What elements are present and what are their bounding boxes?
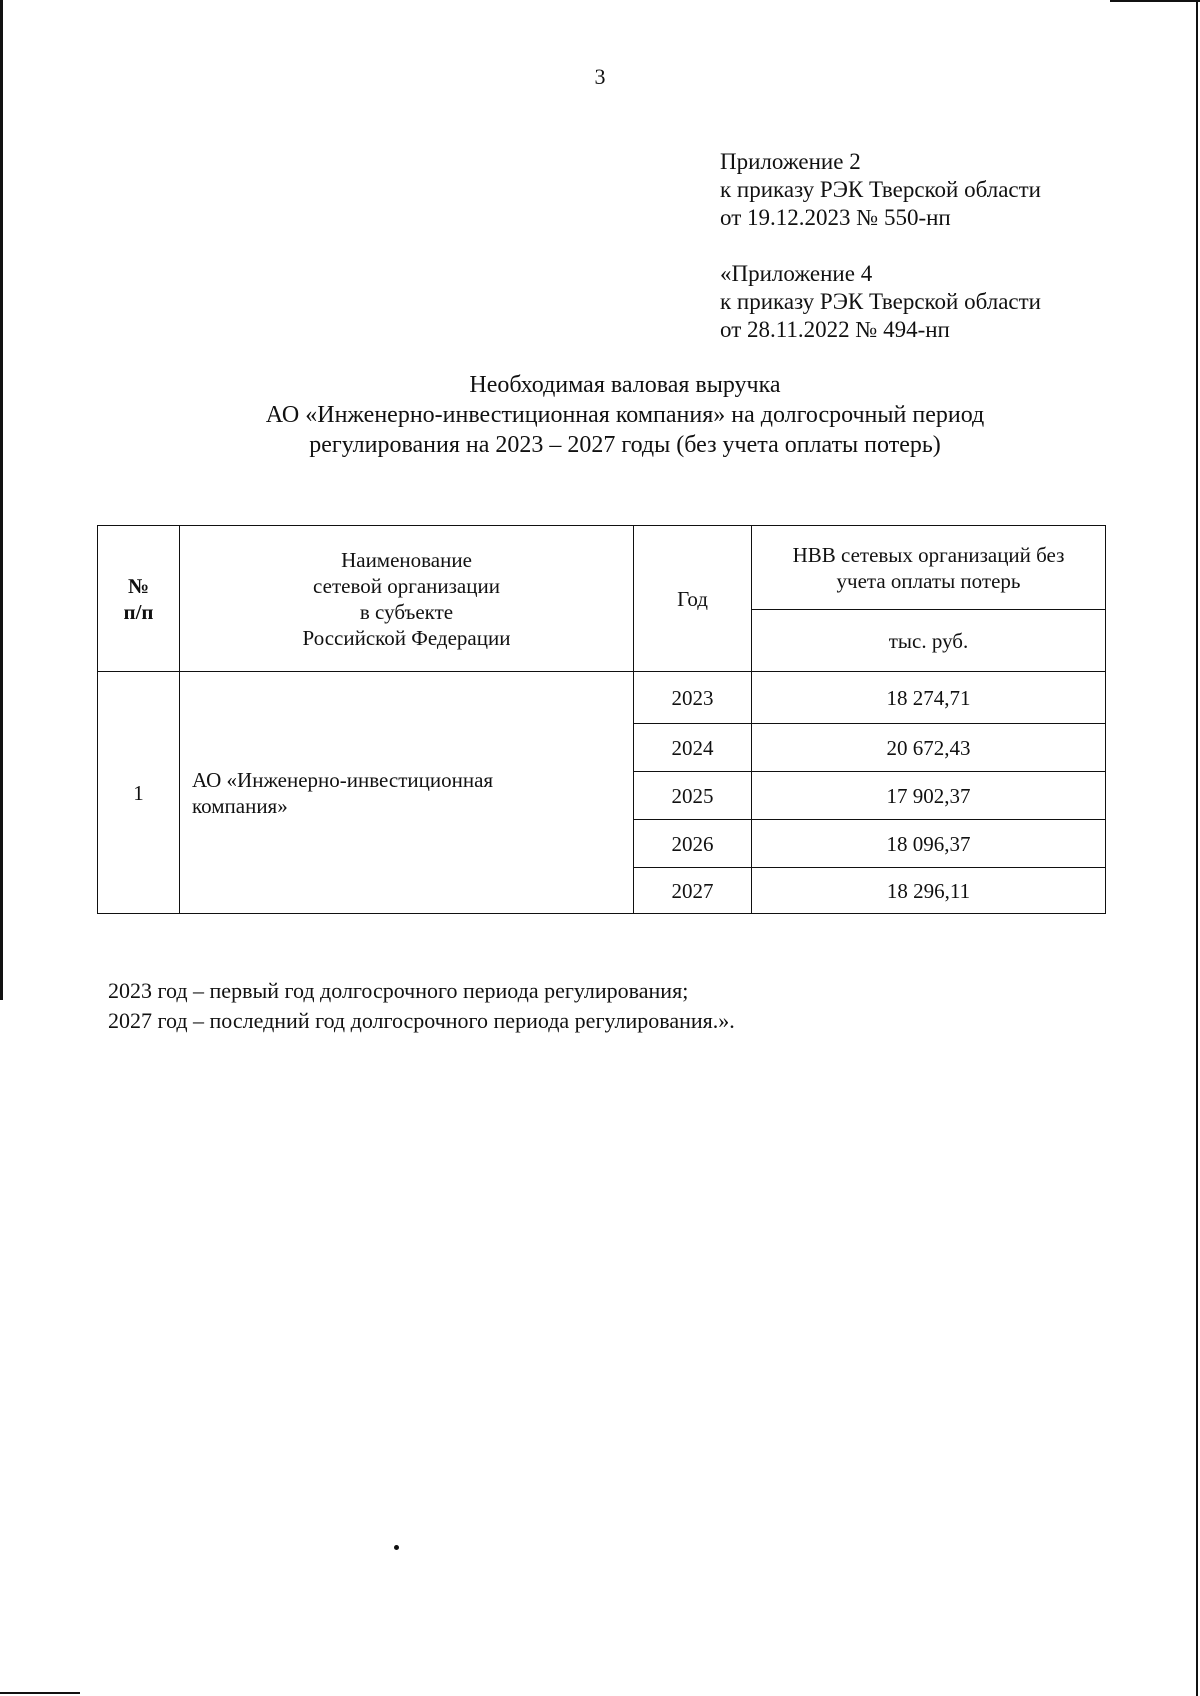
annex-current-line1: Приложение 2 bbox=[720, 149, 861, 174]
header-nvv bbox=[752, 526, 1106, 610]
scan-edge-bottom bbox=[0, 1692, 80, 1694]
cell-year: 2025 bbox=[634, 772, 752, 820]
header-organization-line4: Российской Федерации bbox=[302, 625, 511, 650]
annex-current-block bbox=[720, 148, 1041, 232]
annex-amended-line3: от 28.11.2022 № 494-нп bbox=[720, 317, 950, 342]
annex-current-line3: от 19.12.2023 № 550-нп bbox=[720, 205, 951, 230]
scan-edge-left bbox=[0, 0, 3, 1000]
scan-speck bbox=[394, 1545, 399, 1550]
title-line2: АО «Инженерно-инвестиционная компания» на долгосрочный период bbox=[265, 402, 985, 428]
cell-year: 2026 bbox=[634, 820, 752, 868]
table-header-row bbox=[98, 526, 1106, 610]
footnote-last-year: 2027 год – последний год долгосрочного периода регулирования.». bbox=[108, 1008, 735, 1033]
annex-amended-block bbox=[720, 260, 1041, 344]
footnotes bbox=[108, 976, 735, 1036]
cell-value: 18 296,11 bbox=[752, 868, 1106, 914]
table-row bbox=[98, 672, 1106, 724]
scan-edge-top bbox=[1110, 0, 1200, 2]
title-line1: Необходимая валовая выручка bbox=[469, 372, 781, 398]
document-title bbox=[200, 370, 1050, 460]
header-number bbox=[98, 526, 180, 672]
title-line3: регулирования на 2023 – 2027 годы (без учета оплаты потерь) bbox=[309, 432, 941, 458]
annex-amended-line2: к приказу РЭК Тверской области bbox=[720, 289, 1041, 314]
header-organization-line3: в субъекте bbox=[359, 599, 454, 624]
footnote-first-year: 2023 год – первый год долгосрочного периода регулирования; bbox=[108, 978, 689, 1003]
cell-row-number: 1 bbox=[98, 672, 180, 914]
header-nvv-line2: учета оплаты потерь bbox=[836, 568, 1021, 593]
header-number-sign: № bbox=[127, 573, 150, 598]
header-nvv-line1: НВВ сетевых организаций без bbox=[792, 542, 1065, 567]
header-organization-line1: Наименование bbox=[341, 547, 472, 572]
cell-year: 2023 bbox=[634, 672, 752, 724]
cell-value: 17 902,37 bbox=[752, 772, 1106, 820]
annex-current-line2: к приказу РЭК Тверской области bbox=[720, 177, 1041, 202]
cell-year: 2027 bbox=[634, 868, 752, 914]
cell-value: 20 672,43 bbox=[752, 724, 1106, 772]
scan-edge-right bbox=[1196, 0, 1198, 1696]
page-number: 3 bbox=[594, 64, 606, 89]
header-year: Год bbox=[634, 526, 752, 672]
header-unit: тыс. руб. bbox=[752, 610, 1106, 672]
header-organization-line2: сетевой организации bbox=[313, 573, 500, 598]
cell-value: 18 096,37 bbox=[752, 820, 1106, 868]
cell-organization-line2: компания» bbox=[192, 793, 288, 818]
cell-value: 18 274,71 bbox=[752, 672, 1106, 724]
revenue-table bbox=[97, 525, 1106, 914]
annex-amended-line1: «Приложение 4 bbox=[720, 261, 873, 286]
header-organization bbox=[180, 526, 634, 672]
cell-organization-line1: АО «Инженерно-инвестиционная bbox=[192, 767, 494, 792]
header-number-abbr: п/п bbox=[123, 599, 154, 624]
cell-organization bbox=[180, 672, 634, 914]
cell-year: 2024 bbox=[634, 724, 752, 772]
